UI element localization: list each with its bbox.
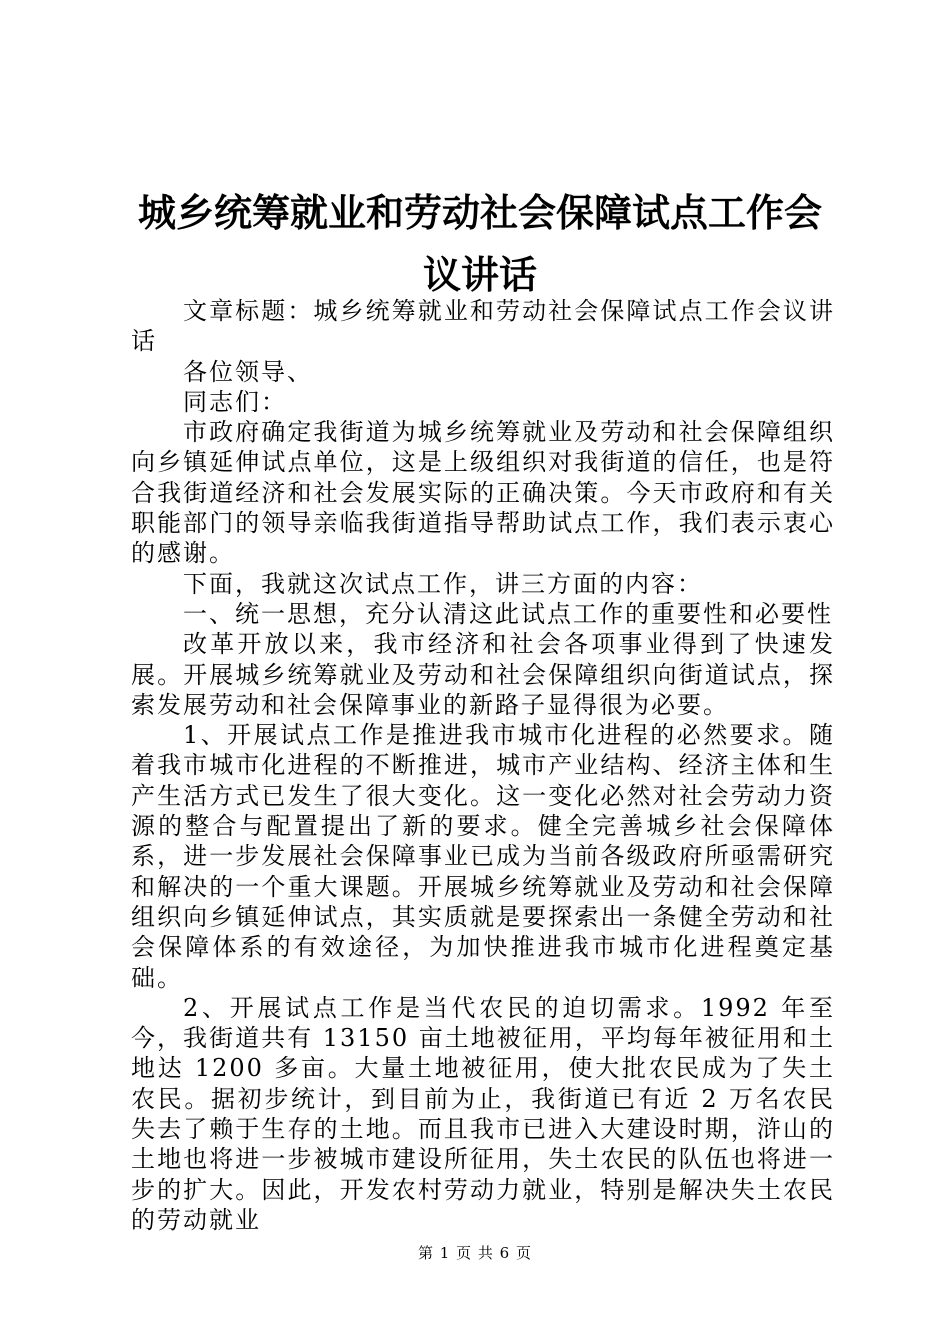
paragraph-salutation-leaders: 各位领导、 bbox=[183, 357, 313, 386]
paragraph-point-2: 2、开展试点工作是当代农民的迫切需求。1992 年至今，我街道共有 13150 亩土地被征用，平均每年被征用和土地达 1200 多亩。大量土地被征用，使大批农民成为了失土农民。据初步统计，到目前为止，我街道已有近 2 万名农民失去了赖于生存的土地。而且我市已进入大建设时期，浒山的土地也将进一步被城市建设所征用，失土农民的队伍也将进一步的扩大。因此，开发农村劳动力就业，特别是解决失土农民的劳动就业 bbox=[131, 993, 835, 1234]
paragraph-intro: 市政府确定我街道为城乡统筹就业及劳动和社会保障组织向乡镇延伸试点单位，这是上级组织对我街道的信任，也是符合我街道经济和社会发展实际的正确决策。今天市政府和有关职能部门的领导亲临我街道指导帮助试点工作，我们表示衷心的感谢。 bbox=[131, 418, 835, 568]
paragraph-reform: 改革开放以来，我市经济和社会各项事业得到了快速发展。开展城乡统筹就业及劳动和社会保障组织向街道试点，探索发展劳动和社会保障事业的新路子显得很为必要。 bbox=[131, 630, 835, 719]
document-body bbox=[131, 296, 835, 1235]
section-heading-1: 一、统一思想，充分认清这此试点工作的重要性和必要性 bbox=[183, 599, 833, 628]
document-title: 城乡统筹就业和劳动社会保障试点工作会议讲话 bbox=[137, 190, 822, 297]
paragraph-point-1: 1、开展试点工作是推进我市城市化进程的必然要求。随着我市城市化进程的不断推进，城市产业结构、经济主体和生产生活方式已发生了很大变化。这一变化必然对社会劳动力资源的整合与配置提出了新的要求。健全完善城乡社会保障体系，进一步发展社会保障事业已成为当前各级政府所亟需研究和解决的一个重大课题。开展城乡统筹就业及劳动和社会保障组织向乡镇延伸试点，其实质就是要探索出一条健全劳动和社会保障体系的有效途径，为加快推进我市城市化进程奠定基础。 bbox=[131, 721, 835, 992]
paragraph-article-title: 文章标题：城乡统筹就业和劳动社会保障试点工作会议讲话 bbox=[131, 297, 835, 356]
paragraph-salutation-comrades: 同志们： bbox=[183, 387, 287, 416]
page-footer: 第 1 页 共 6 页 bbox=[418, 1244, 532, 1262]
paragraph-outline: 下面，我就这次试点工作，讲三方面的内容： bbox=[183, 569, 703, 598]
